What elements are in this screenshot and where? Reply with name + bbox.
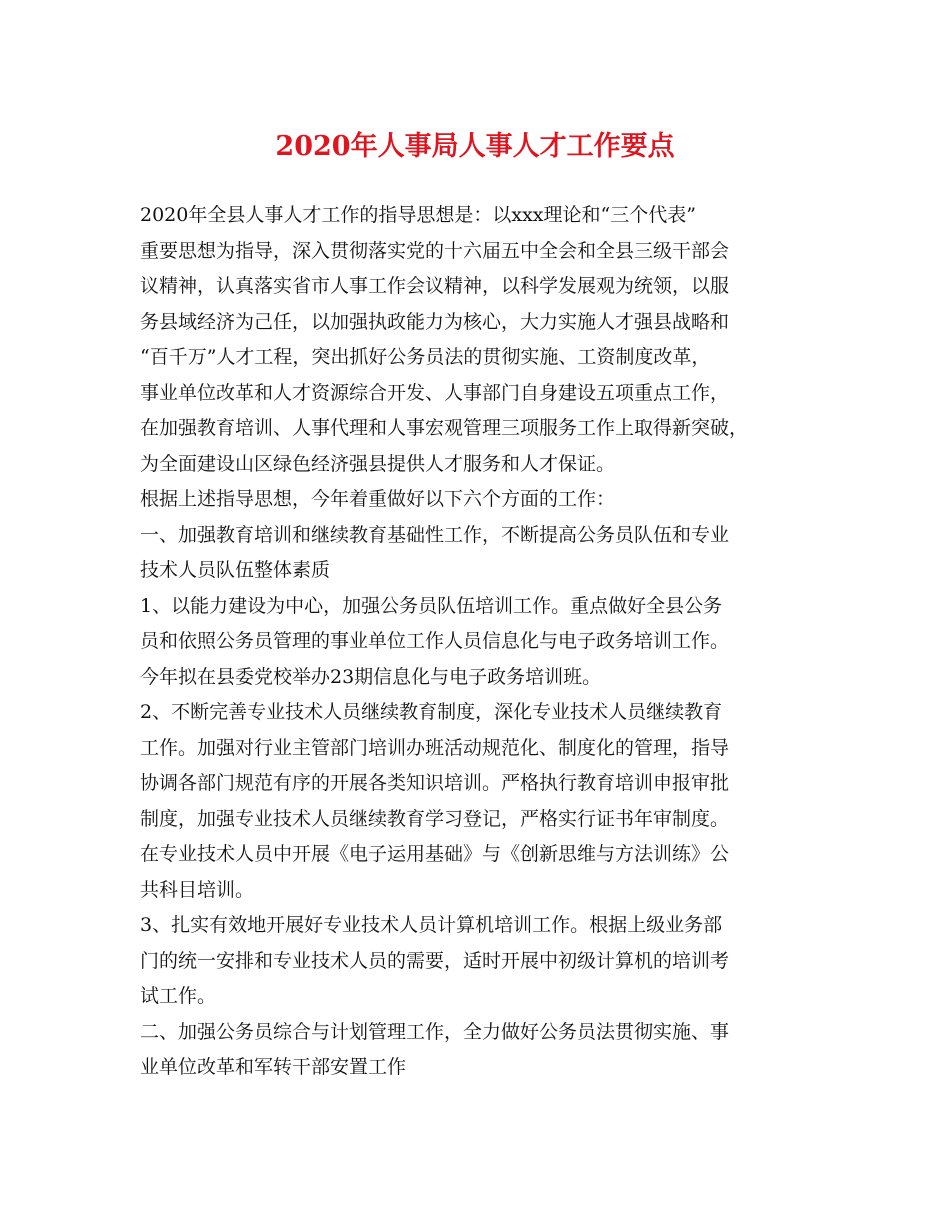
document-title: 2020年人事局人事人才工作要点 xyxy=(275,131,675,162)
body-line: 制度，加强专业技术人员继续教育学习登记，严格实行证书年审制度。 xyxy=(140,807,730,830)
body-line: 协调各部门规范有序的开展各类知识培训。严格执行教育培训申报审批 xyxy=(140,772,730,794)
body-line: 门的统一安排和专业技术人员的需要，适时开展中初级计算机的培训考 xyxy=(140,949,730,972)
section-heading-line: 一、加强教育培训和继续教育基础性工作，不断提高公务员队伍和专业 xyxy=(140,523,730,546)
body-line: 根据上述指导思想，今年着重做好以下六个方面的工作： xyxy=(140,488,616,510)
body-line: 3、扎实有效地开展好专业技术人员计算机培训工作。根据上级业务部 xyxy=(140,914,723,936)
section-heading-line: 技术人员队伍整体素质 xyxy=(140,559,331,581)
body-line: 2、不断完善专业技术人员继续教育制度，深化专业技术人员继续教育 xyxy=(140,701,723,723)
body-line: “百千万”人才工程，突出抓好公务员法的贯彻实施、工资制度改革， xyxy=(140,346,711,368)
body-line: 在加强教育培训、人事代理和人事宏观管理三项服务工作上取得新突破， xyxy=(140,417,749,439)
body-line: 2020年全县人事人才工作的指导思想是：以xxx理论和“三个代表” xyxy=(140,204,696,226)
body-line: 事业单位改革和人才资源综合开发、人事部门自身建设五项重点工作， xyxy=(140,381,730,404)
body-line: 在专业技术人员中开展《电子运用基础》与《创新思维与方法训练》公 xyxy=(140,843,730,865)
document-body xyxy=(140,198,830,1086)
body-line: 为全面建设山区绿色经济强县提供人才服务和人才保证。 xyxy=(140,452,616,475)
body-line: 1、以能力建设为中心，加强公务员队伍培训工作。重点做好全县公务 xyxy=(140,594,723,617)
body-line: 共科目培训。 xyxy=(140,878,255,901)
body-line: 工作。加强对行业主管部门培训办班活动规范化、制度化的管理，指导 xyxy=(140,736,730,759)
body-line: 重要思想为指导，深入贯彻落实党的十六届五中全会和全县三级干部会 xyxy=(140,239,730,262)
body-line: 员和依照公务员管理的事业单位工作人员信息化与电子政务培训工作。 xyxy=(140,630,730,652)
body-line: 今年拟在县委党校举办23期信息化与电子政务培训班。 xyxy=(140,665,602,688)
body-line: 务县域经济为己任，以加强执政能力为核心，大力实施人才强县战略和 xyxy=(140,310,730,333)
body-line: 议精神，认真落实省市人事工作会议精神，以科学发展观为统领，以服 xyxy=(140,275,730,297)
section-heading-line: 二、加强公务员综合与计划管理工作，全力做好公务员法贯彻实施、事 xyxy=(140,1020,730,1043)
body-line: 试工作。 xyxy=(140,985,217,1007)
section-heading-line: 业单位改革和军转干部安置工作 xyxy=(140,1056,407,1078)
